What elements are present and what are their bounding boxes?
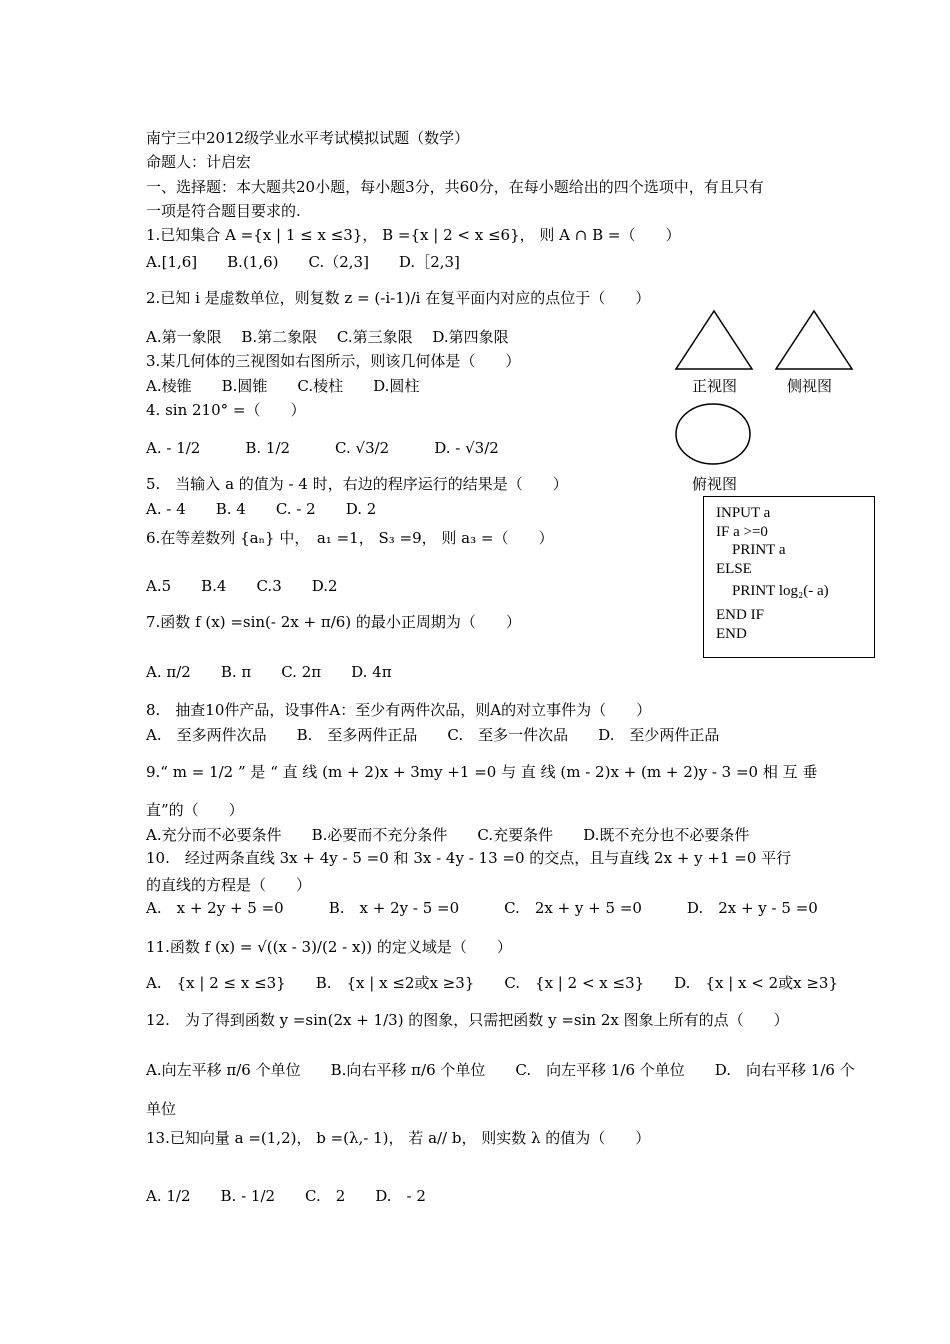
top-view-label: 俯视图	[692, 475, 738, 493]
program-line: PRINT log₂(- a)	[732, 583, 829, 599]
question-options: A. - 4 B. 4 C. - 2 D. 2	[146, 500, 377, 518]
question-stem: 12. 为了得到函数 y =sin(2x + 1/3) 的图象，只需把函数 y =sin 2x 图象上所有的点（ ）	[146, 1011, 789, 1029]
program-box	[703, 496, 875, 658]
question-stem: 7.函数 f (x) =sin(- 2x + π/6) 的最小正周期为（ ）	[146, 613, 521, 631]
author-line: 命题人：计启宏	[146, 153, 252, 171]
question-stem: 4. sin 210° =（ ）	[146, 401, 306, 419]
question-stem: 11.函数 f (x) = √((x - 3)/(2 - x)) 的定义域是（ ）	[146, 938, 512, 956]
program-line: PRINT a	[732, 542, 786, 558]
question-stem: 13.已知向量 a =(1,2)， b =(λ,- 1)， 若 a// b， 则实数 λ 的值为（ ）	[146, 1129, 651, 1147]
question-options-cont: 单位	[146, 1100, 177, 1118]
top-view-circle	[676, 404, 750, 464]
front-view-label: 正视图	[692, 377, 738, 395]
question-options: A. 1/2 B. - 1/2 C. 2 D. - 2	[146, 1187, 426, 1205]
question-options: A.向左平移 π/6 个单位 B.向右平移 π/6 个单位 C. 向左平移 1/6 个单位 D. 向右平移 1/6 个	[146, 1061, 855, 1079]
question-options: A. 至多两件次品 B. 至多两件正品 C. 至多一件次品 D. 至少两件正品	[146, 726, 720, 744]
question-stem: 10. 经过两条直线 3x + 4y - 5 =0 和 3x - 4y - 13 =0 的交点，且与直线 2x + y +1 =0 平行	[146, 849, 792, 867]
question-options: A.棱锥 B.圆锥 C.棱柱 D.圆柱	[146, 377, 420, 395]
front-view-triangle	[676, 311, 752, 369]
question-stem: 6.在等差数列 {aₙ} 中， a₁ =1， S₃ =9， 则 a₃ =（ ）	[146, 529, 554, 547]
program-line: INPUT a	[716, 505, 771, 521]
program-line: END IF	[716, 607, 764, 623]
question-options: A. {x | 2 ≤ x ≤3} B. {x | x ≤2或x ≥3} C. {x | 2 < x ≤3} D. {x | x < 2或x ≥3}	[146, 974, 839, 992]
question-stem: 9.“ m = 1/2 ” 是 “ 直 线 (m + 2)x + 3my +1 =0 与 直 线 (m - 2)x + (m + 2)y - 3 =0 相 互 垂	[146, 763, 818, 781]
question-stem: 8. 抽查10件产品，设事件A：至少有两件次品，则A的对立事件为（ ）	[146, 701, 652, 719]
program-line: ELSE	[716, 561, 752, 577]
section-heading: 一、选择题：本大题共20小题，每小题3分，共60分，在每小题给出的四个选项中，有且只有	[146, 178, 764, 196]
question-options: A.[1,6] B.(1,6) C.（2,3] D.［2,3]	[146, 253, 460, 271]
program-line: IF a >=0	[716, 524, 768, 540]
question-stem: 5. 当输入 a 的值为 - 4 时，右边的程序运行的结果是（ ）	[146, 475, 568, 493]
question-stem: 2.已知 i 是虚数单位，则复数 z = (-i-1)/i 在复平面内对应的点位于（ ）	[146, 289, 651, 307]
question-stem: 1.已知集合 A ={x | 1 ≤ x ≤3}， B ={x | 2 < x ≤6}， 则 A ∩ B =（ ）	[146, 226, 681, 244]
side-view-triangle	[776, 311, 852, 369]
question-options: A.充分而不必要条件 B.必要而不充分条件 C.充要条件 D.既不充分也不必要条件	[146, 826, 750, 844]
question-options: A. π/2 B. π C. 2π D. 4π	[146, 663, 392, 681]
question-stem-cont: 直”的（ ）	[146, 801, 244, 819]
question-stem: 3.某几何体的三视图如右图所示，则该几何体是（ ）	[146, 352, 521, 370]
section-heading-cont: 一项是符合题目要求的.	[146, 202, 301, 220]
question-stem-cont: 的直线的方程是（ ）	[146, 876, 312, 894]
page-title: 南宁三中2012级学业水平考试模拟试题（数学）	[146, 129, 470, 147]
side-view-label: 侧视图	[787, 377, 833, 395]
question-options: A.5 B.4 C.3 D.2	[146, 577, 338, 595]
program-line: END	[716, 626, 747, 642]
question-options: A. x + 2y + 5 =0 B. x + 2y - 5 =0 C. 2x + y + 5 =0 D. 2x + y - 5 =0	[146, 899, 818, 917]
question-options: A. - 1/2 B. 1/2 C. √3/2 D. - √3/2	[146, 439, 499, 457]
question-options: A.第一象限 B.第二象限 C.第三象限 D.第四象限	[146, 328, 509, 346]
